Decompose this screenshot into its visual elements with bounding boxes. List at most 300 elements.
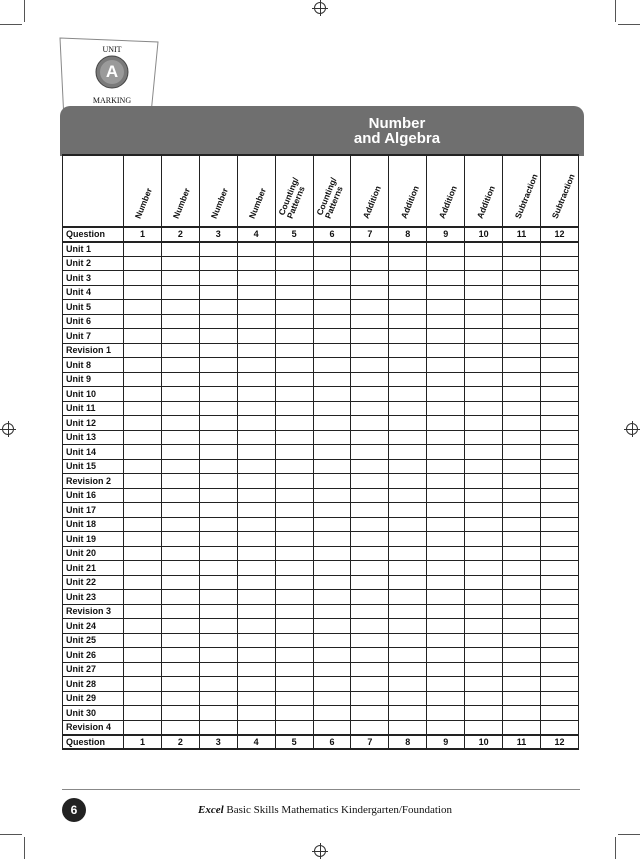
mark-cell[interactable]: [351, 633, 389, 648]
mark-cell[interactable]: [540, 329, 578, 344]
mark-cell[interactable]: [503, 401, 541, 416]
mark-cell[interactable]: [161, 648, 199, 663]
mark-cell[interactable]: [237, 430, 275, 445]
mark-cell[interactable]: [124, 358, 162, 373]
mark-cell[interactable]: [427, 532, 465, 547]
mark-cell[interactable]: [351, 358, 389, 373]
mark-cell[interactable]: [389, 604, 427, 619]
mark-cell[interactable]: [389, 633, 427, 648]
mark-cell[interactable]: [124, 285, 162, 300]
mark-cell[interactable]: [237, 300, 275, 315]
mark-cell[interactable]: [161, 532, 199, 547]
mark-cell[interactable]: [124, 633, 162, 648]
mark-cell[interactable]: [199, 488, 237, 503]
mark-cell[interactable]: [351, 691, 389, 706]
mark-cell[interactable]: [275, 517, 313, 532]
mark-cell[interactable]: [161, 575, 199, 590]
mark-cell[interactable]: [389, 459, 427, 474]
mark-cell[interactable]: [313, 242, 351, 257]
mark-cell[interactable]: [199, 706, 237, 721]
mark-cell[interactable]: [275, 503, 313, 518]
mark-cell[interactable]: [465, 575, 503, 590]
mark-cell[interactable]: [465, 343, 503, 358]
mark-cell[interactable]: [161, 604, 199, 619]
mark-cell[interactable]: [313, 619, 351, 634]
mark-cell[interactable]: [313, 720, 351, 735]
mark-cell[interactable]: [199, 503, 237, 518]
mark-cell[interactable]: [503, 314, 541, 329]
mark-cell[interactable]: [427, 314, 465, 329]
mark-cell[interactable]: [465, 720, 503, 735]
mark-cell[interactable]: [124, 445, 162, 460]
mark-cell[interactable]: [503, 648, 541, 663]
mark-cell[interactable]: [503, 590, 541, 605]
mark-cell[interactable]: [427, 488, 465, 503]
mark-cell[interactable]: [465, 416, 503, 431]
mark-cell[interactable]: [503, 459, 541, 474]
mark-cell[interactable]: [351, 517, 389, 532]
mark-cell[interactable]: [389, 619, 427, 634]
mark-cell[interactable]: [465, 619, 503, 634]
mark-cell[interactable]: [503, 474, 541, 489]
mark-cell[interactable]: [161, 285, 199, 300]
mark-cell[interactable]: [124, 387, 162, 402]
mark-cell[interactable]: [389, 503, 427, 518]
mark-cell[interactable]: [313, 575, 351, 590]
mark-cell[interactable]: [199, 590, 237, 605]
mark-cell[interactable]: [540, 445, 578, 460]
mark-cell[interactable]: [199, 459, 237, 474]
mark-cell[interactable]: [313, 488, 351, 503]
mark-cell[interactable]: [503, 445, 541, 460]
mark-cell[interactable]: [237, 575, 275, 590]
mark-cell[interactable]: [503, 271, 541, 286]
mark-cell[interactable]: [465, 459, 503, 474]
mark-cell[interactable]: [427, 474, 465, 489]
mark-cell[interactable]: [503, 242, 541, 257]
mark-cell[interactable]: [351, 242, 389, 257]
mark-cell[interactable]: [237, 271, 275, 286]
mark-cell[interactable]: [389, 488, 427, 503]
mark-cell[interactable]: [389, 387, 427, 402]
mark-cell[interactable]: [275, 343, 313, 358]
mark-cell[interactable]: [540, 256, 578, 271]
mark-cell[interactable]: [237, 459, 275, 474]
mark-cell[interactable]: [540, 619, 578, 634]
mark-cell[interactable]: [389, 590, 427, 605]
mark-cell[interactable]: [161, 300, 199, 315]
mark-cell[interactable]: [313, 691, 351, 706]
mark-cell[interactable]: [161, 677, 199, 692]
mark-cell[interactable]: [199, 256, 237, 271]
mark-cell[interactable]: [427, 256, 465, 271]
mark-cell[interactable]: [465, 590, 503, 605]
mark-cell[interactable]: [351, 619, 389, 634]
mark-cell[interactable]: [389, 430, 427, 445]
mark-cell[interactable]: [427, 561, 465, 576]
mark-cell[interactable]: [351, 300, 389, 315]
mark-cell[interactable]: [465, 561, 503, 576]
mark-cell[interactable]: [313, 604, 351, 619]
mark-cell[interactable]: [540, 590, 578, 605]
mark-cell[interactable]: [427, 416, 465, 431]
mark-cell[interactable]: [351, 445, 389, 460]
mark-cell[interactable]: [275, 575, 313, 590]
mark-cell[interactable]: [199, 633, 237, 648]
mark-cell[interactable]: [540, 300, 578, 315]
mark-cell[interactable]: [237, 633, 275, 648]
mark-cell[interactable]: [237, 372, 275, 387]
mark-cell[interactable]: [124, 300, 162, 315]
mark-cell[interactable]: [237, 720, 275, 735]
mark-cell[interactable]: [427, 517, 465, 532]
mark-cell[interactable]: [427, 633, 465, 648]
mark-cell[interactable]: [389, 517, 427, 532]
mark-cell[interactable]: [503, 416, 541, 431]
mark-cell[interactable]: [124, 242, 162, 257]
mark-cell[interactable]: [503, 285, 541, 300]
mark-cell[interactable]: [124, 416, 162, 431]
mark-cell[interactable]: [124, 590, 162, 605]
mark-cell[interactable]: [161, 416, 199, 431]
mark-cell[interactable]: [389, 401, 427, 416]
mark-cell[interactable]: [465, 445, 503, 460]
mark-cell[interactable]: [161, 662, 199, 677]
mark-cell[interactable]: [540, 503, 578, 518]
mark-cell[interactable]: [199, 314, 237, 329]
mark-cell[interactable]: [237, 314, 275, 329]
mark-cell[interactable]: [427, 619, 465, 634]
mark-cell[interactable]: [540, 401, 578, 416]
mark-cell[interactable]: [237, 677, 275, 692]
mark-cell[interactable]: [237, 401, 275, 416]
mark-cell[interactable]: [427, 271, 465, 286]
mark-cell[interactable]: [389, 691, 427, 706]
mark-cell[interactable]: [465, 517, 503, 532]
mark-cell[interactable]: [427, 401, 465, 416]
mark-cell[interactable]: [389, 677, 427, 692]
mark-cell[interactable]: [161, 503, 199, 518]
mark-cell[interactable]: [275, 256, 313, 271]
mark-cell[interactable]: [427, 372, 465, 387]
mark-cell[interactable]: [427, 430, 465, 445]
mark-cell[interactable]: [275, 459, 313, 474]
mark-cell[interactable]: [313, 648, 351, 663]
mark-cell[interactable]: [427, 590, 465, 605]
mark-cell[interactable]: [124, 720, 162, 735]
mark-cell[interactable]: [199, 416, 237, 431]
mark-cell[interactable]: [389, 575, 427, 590]
mark-cell[interactable]: [199, 387, 237, 402]
mark-cell[interactable]: [427, 387, 465, 402]
mark-cell[interactable]: [199, 474, 237, 489]
mark-cell[interactable]: [275, 271, 313, 286]
mark-cell[interactable]: [124, 256, 162, 271]
mark-cell[interactable]: [275, 372, 313, 387]
mark-cell[interactable]: [313, 401, 351, 416]
mark-cell[interactable]: [503, 691, 541, 706]
mark-cell[interactable]: [237, 691, 275, 706]
mark-cell[interactable]: [313, 474, 351, 489]
mark-cell[interactable]: [540, 242, 578, 257]
mark-cell[interactable]: [540, 633, 578, 648]
mark-cell[interactable]: [540, 416, 578, 431]
mark-cell[interactable]: [275, 590, 313, 605]
mark-cell[interactable]: [351, 329, 389, 344]
mark-cell[interactable]: [275, 387, 313, 402]
mark-cell[interactable]: [313, 662, 351, 677]
mark-cell[interactable]: [427, 300, 465, 315]
mark-cell[interactable]: [465, 271, 503, 286]
mark-cell[interactable]: [465, 677, 503, 692]
mark-cell[interactable]: [351, 590, 389, 605]
mark-cell[interactable]: [199, 561, 237, 576]
mark-cell[interactable]: [389, 720, 427, 735]
mark-cell[interactable]: [351, 474, 389, 489]
mark-cell[interactable]: [199, 517, 237, 532]
mark-cell[interactable]: [313, 358, 351, 373]
mark-cell[interactable]: [275, 430, 313, 445]
mark-cell[interactable]: [313, 430, 351, 445]
mark-cell[interactable]: [503, 430, 541, 445]
mark-cell[interactable]: [389, 648, 427, 663]
mark-cell[interactable]: [503, 604, 541, 619]
mark-cell[interactable]: [540, 662, 578, 677]
mark-cell[interactable]: [161, 401, 199, 416]
mark-cell[interactable]: [161, 430, 199, 445]
mark-cell[interactable]: [275, 677, 313, 692]
mark-cell[interactable]: [427, 677, 465, 692]
mark-cell[interactable]: [313, 329, 351, 344]
mark-cell[interactable]: [199, 546, 237, 561]
mark-cell[interactable]: [465, 430, 503, 445]
mark-cell[interactable]: [351, 488, 389, 503]
mark-cell[interactable]: [313, 706, 351, 721]
mark-cell[interactable]: [503, 517, 541, 532]
mark-cell[interactable]: [275, 474, 313, 489]
mark-cell[interactable]: [427, 358, 465, 373]
mark-cell[interactable]: [237, 604, 275, 619]
mark-cell[interactable]: [313, 517, 351, 532]
mark-cell[interactable]: [237, 242, 275, 257]
mark-cell[interactable]: [540, 285, 578, 300]
mark-cell[interactable]: [540, 314, 578, 329]
mark-cell[interactable]: [237, 488, 275, 503]
mark-cell[interactable]: [237, 358, 275, 373]
mark-cell[interactable]: [199, 445, 237, 460]
mark-cell[interactable]: [427, 445, 465, 460]
mark-cell[interactable]: [199, 358, 237, 373]
mark-cell[interactable]: [124, 677, 162, 692]
mark-cell[interactable]: [199, 691, 237, 706]
mark-cell[interactable]: [237, 503, 275, 518]
mark-cell[interactable]: [199, 329, 237, 344]
mark-cell[interactable]: [237, 445, 275, 460]
mark-cell[interactable]: [199, 677, 237, 692]
mark-cell[interactable]: [275, 546, 313, 561]
mark-cell[interactable]: [199, 300, 237, 315]
mark-cell[interactable]: [351, 459, 389, 474]
mark-cell[interactable]: [465, 662, 503, 677]
mark-cell[interactable]: [124, 474, 162, 489]
mark-cell[interactable]: [351, 561, 389, 576]
mark-cell[interactable]: [161, 445, 199, 460]
mark-cell[interactable]: [465, 256, 503, 271]
mark-cell[interactable]: [161, 706, 199, 721]
mark-cell[interactable]: [275, 648, 313, 663]
mark-cell[interactable]: [503, 619, 541, 634]
mark-cell[interactable]: [389, 706, 427, 721]
mark-cell[interactable]: [199, 575, 237, 590]
mark-cell[interactable]: [237, 532, 275, 547]
mark-cell[interactable]: [351, 271, 389, 286]
mark-cell[interactable]: [199, 532, 237, 547]
mark-cell[interactable]: [313, 459, 351, 474]
mark-cell[interactable]: [389, 329, 427, 344]
mark-cell[interactable]: [389, 285, 427, 300]
mark-cell[interactable]: [199, 430, 237, 445]
mark-cell[interactable]: [124, 648, 162, 663]
mark-cell[interactable]: [124, 561, 162, 576]
mark-cell[interactable]: [427, 648, 465, 663]
mark-cell[interactable]: [389, 416, 427, 431]
mark-cell[interactable]: [161, 387, 199, 402]
mark-cell[interactable]: [161, 561, 199, 576]
mark-cell[interactable]: [503, 532, 541, 547]
mark-cell[interactable]: [161, 474, 199, 489]
mark-cell[interactable]: [351, 662, 389, 677]
mark-cell[interactable]: [427, 575, 465, 590]
mark-cell[interactable]: [465, 546, 503, 561]
mark-cell[interactable]: [199, 720, 237, 735]
mark-cell[interactable]: [351, 314, 389, 329]
mark-cell[interactable]: [465, 285, 503, 300]
mark-cell[interactable]: [351, 285, 389, 300]
mark-cell[interactable]: [351, 648, 389, 663]
mark-cell[interactable]: [275, 561, 313, 576]
mark-cell[interactable]: [465, 242, 503, 257]
mark-cell[interactable]: [124, 488, 162, 503]
mark-cell[interactable]: [427, 329, 465, 344]
mark-cell[interactable]: [124, 691, 162, 706]
mark-cell[interactable]: [199, 343, 237, 358]
mark-cell[interactable]: [313, 416, 351, 431]
mark-cell[interactable]: [275, 488, 313, 503]
mark-cell[interactable]: [161, 546, 199, 561]
mark-cell[interactable]: [465, 329, 503, 344]
mark-cell[interactable]: [503, 720, 541, 735]
mark-cell[interactable]: [124, 619, 162, 634]
mark-cell[interactable]: [465, 633, 503, 648]
mark-cell[interactable]: [465, 488, 503, 503]
mark-cell[interactable]: [351, 604, 389, 619]
mark-cell[interactable]: [389, 271, 427, 286]
mark-cell[interactable]: [199, 648, 237, 663]
mark-cell[interactable]: [275, 662, 313, 677]
mark-cell[interactable]: [427, 604, 465, 619]
mark-cell[interactable]: [503, 575, 541, 590]
mark-cell[interactable]: [389, 532, 427, 547]
mark-cell[interactable]: [389, 256, 427, 271]
mark-cell[interactable]: [275, 619, 313, 634]
mark-cell[interactable]: [199, 619, 237, 634]
mark-cell[interactable]: [161, 314, 199, 329]
mark-cell[interactable]: [161, 242, 199, 257]
mark-cell[interactable]: [124, 314, 162, 329]
mark-cell[interactable]: [540, 546, 578, 561]
mark-cell[interactable]: [199, 285, 237, 300]
mark-cell[interactable]: [161, 459, 199, 474]
mark-cell[interactable]: [351, 430, 389, 445]
mark-cell[interactable]: [275, 242, 313, 257]
mark-cell[interactable]: [389, 372, 427, 387]
mark-cell[interactable]: [199, 662, 237, 677]
mark-cell[interactable]: [503, 706, 541, 721]
mark-cell[interactable]: [503, 256, 541, 271]
mark-cell[interactable]: [237, 416, 275, 431]
mark-cell[interactable]: [313, 300, 351, 315]
mark-cell[interactable]: [313, 633, 351, 648]
mark-cell[interactable]: [465, 314, 503, 329]
mark-cell[interactable]: [275, 720, 313, 735]
mark-cell[interactable]: [427, 459, 465, 474]
mark-cell[interactable]: [313, 546, 351, 561]
mark-cell[interactable]: [237, 329, 275, 344]
mark-cell[interactable]: [161, 517, 199, 532]
mark-cell[interactable]: [540, 343, 578, 358]
mark-cell[interactable]: [503, 561, 541, 576]
mark-cell[interactable]: [237, 648, 275, 663]
mark-cell[interactable]: [389, 242, 427, 257]
mark-cell[interactable]: [427, 691, 465, 706]
mark-cell[interactable]: [351, 387, 389, 402]
mark-cell[interactable]: [275, 416, 313, 431]
mark-cell[interactable]: [124, 459, 162, 474]
mark-cell[interactable]: [540, 430, 578, 445]
mark-cell[interactable]: [313, 314, 351, 329]
mark-cell[interactable]: [313, 445, 351, 460]
mark-cell[interactable]: [351, 343, 389, 358]
mark-cell[interactable]: [465, 604, 503, 619]
mark-cell[interactable]: [465, 372, 503, 387]
mark-cell[interactable]: [389, 546, 427, 561]
mark-cell[interactable]: [351, 401, 389, 416]
mark-cell[interactable]: [161, 329, 199, 344]
mark-cell[interactable]: [237, 517, 275, 532]
mark-cell[interactable]: [313, 256, 351, 271]
mark-cell[interactable]: [540, 561, 578, 576]
mark-cell[interactable]: [503, 488, 541, 503]
mark-cell[interactable]: [540, 532, 578, 547]
mark-cell[interactable]: [313, 372, 351, 387]
mark-cell[interactable]: [275, 401, 313, 416]
mark-cell[interactable]: [540, 459, 578, 474]
mark-cell[interactable]: [199, 271, 237, 286]
mark-cell[interactable]: [503, 358, 541, 373]
mark-cell[interactable]: [389, 662, 427, 677]
mark-cell[interactable]: [540, 517, 578, 532]
mark-cell[interactable]: [540, 387, 578, 402]
mark-cell[interactable]: [313, 677, 351, 692]
mark-cell[interactable]: [313, 343, 351, 358]
mark-cell[interactable]: [237, 561, 275, 576]
mark-cell[interactable]: [275, 329, 313, 344]
mark-cell[interactable]: [275, 314, 313, 329]
mark-cell[interactable]: [540, 271, 578, 286]
mark-cell[interactable]: [351, 546, 389, 561]
mark-cell[interactable]: [540, 575, 578, 590]
mark-cell[interactable]: [124, 329, 162, 344]
